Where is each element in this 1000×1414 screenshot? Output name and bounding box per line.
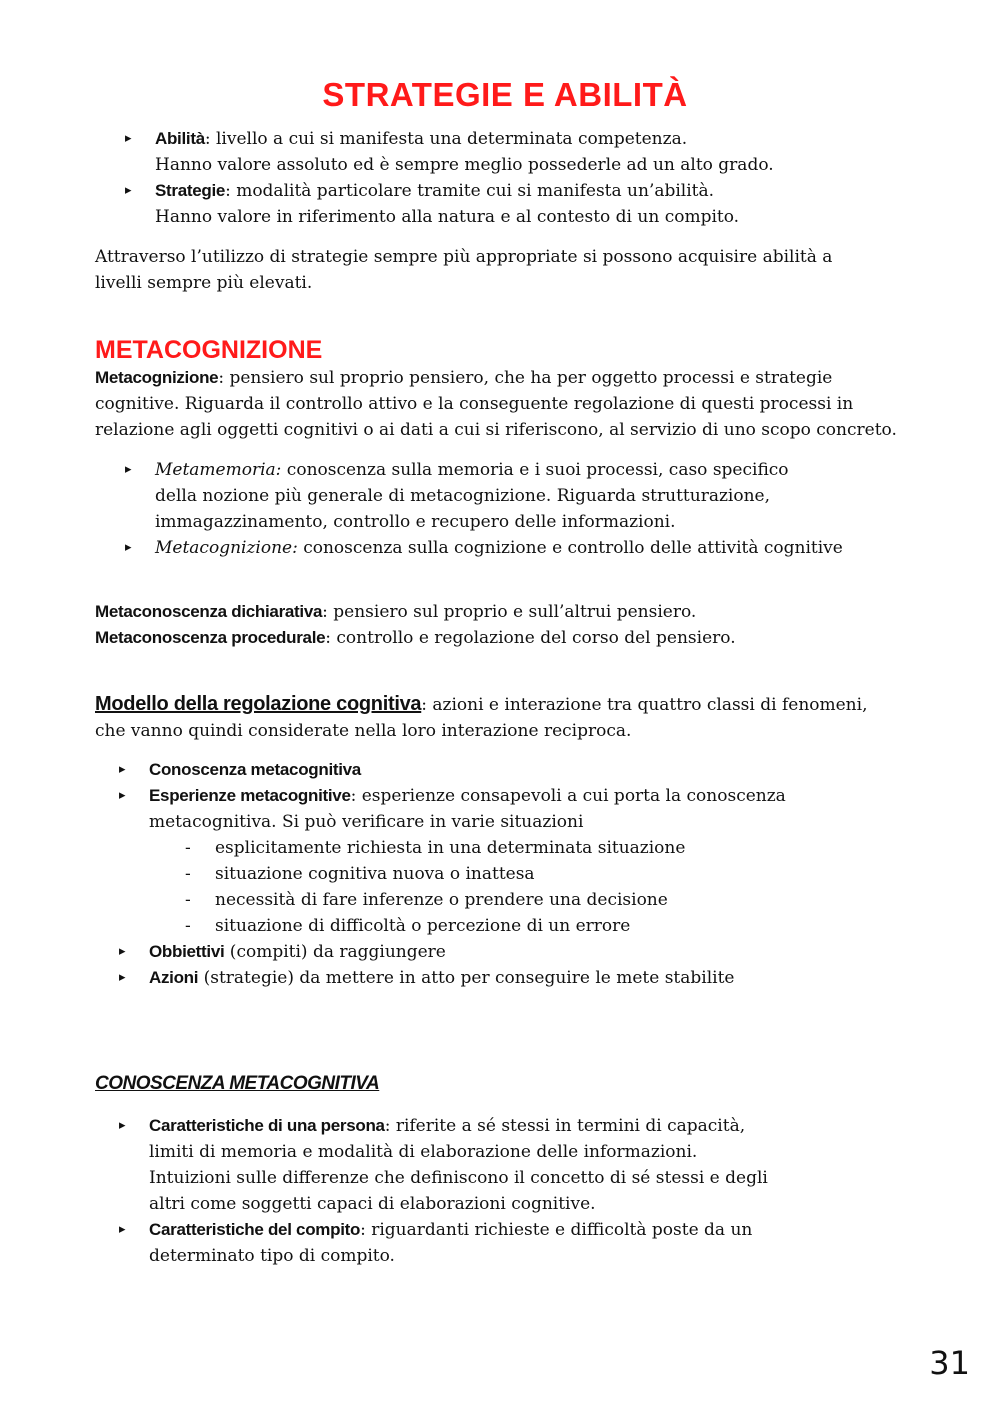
- list-item-text: : livello a cui si manifesta una determinata competenza.: [204, 129, 688, 149]
- situazioni-sublist: [95, 835, 915, 939]
- list-item-text: : esperienze consapevoli a cui porta la conoscenza: [350, 786, 786, 806]
- paragraph-line: cognitive. Riguarda il controllo attivo e la conseguente regolazione di questi processi in: [95, 394, 854, 414]
- term-metacognizione-italic: Metacognizione:: [155, 538, 298, 558]
- list-item-text: Hanno valore assoluto ed è sempre meglio possederle ad un alto grado.: [155, 155, 774, 175]
- paragraph-line: livelli sempre più elevati.: [95, 273, 313, 293]
- modello-list: [95, 757, 915, 835]
- page-number: 31: [929, 1344, 970, 1382]
- section-heading-conoscenza: CONOSCENZA METACOGNITIVA: [95, 1073, 380, 1094]
- list-item-text: : modalità particolare tramite cui si manifesta un’abilità.: [225, 181, 715, 201]
- modello-list-continued: [95, 939, 915, 991]
- list-item: [95, 126, 915, 178]
- paragraph-line: relazione agli oggetti cognitivi o ai dati a cui si riferiscono, al servizio di uno scopo concreto.: [95, 420, 897, 440]
- term-metaconoscenza-dichiarativa: Metaconoscenza dichiarativa: [95, 602, 323, 621]
- metacognizione-definition: [95, 365, 915, 443]
- document-page: [95, 70, 915, 1269]
- page-title: STRATEGIE E ABILITÀ: [322, 76, 688, 113]
- list-item-text: Hanno valore in riferimento alla natura e al contesto di un compito.: [155, 207, 740, 227]
- metaconoscenza-block: [95, 599, 915, 651]
- list-item: [95, 535, 915, 561]
- list-item-text: conoscenza sulla memoria e i suoi processi, caso specifico: [281, 460, 789, 480]
- term-esperienze-metacognitive: Esperienze metacognitive: [149, 786, 351, 805]
- term-azioni: Azioni: [149, 968, 199, 987]
- paragraph-line: : pensiero sul proprio pensiero, che ha per oggetto processi e strategie: [218, 368, 833, 388]
- term-metamemoria: Metamemoria:: [155, 460, 282, 480]
- list-item: [95, 757, 915, 783]
- sub-list-item: - situazione cognitiva nuova o inattesa: [95, 861, 915, 887]
- term-metacognizione: Metacognizione: [95, 368, 219, 387]
- intro-paragraph: [95, 244, 915, 296]
- list-item-text: della nozione più generale di metacognizione. Riguarda strutturazione,: [155, 486, 771, 506]
- sub-list-item: - necessità di fare inferenze o prendere una decisione: [95, 887, 915, 913]
- term-abilita: Abilità: [155, 129, 205, 148]
- list-item-text: metacognitiva. Si può verificare in varie situazioni: [149, 812, 584, 832]
- list-item: [95, 783, 915, 835]
- conoscenza-list: [95, 1113, 915, 1269]
- metacognizione-list: [95, 457, 915, 561]
- section-heading-metacognizione: METACOGNIZIONE: [95, 336, 323, 364]
- modello-paragraph: [95, 691, 915, 744]
- list-item-text: determinato tipo di compito.: [149, 1246, 395, 1266]
- list-item: [95, 965, 915, 991]
- term-caratteristiche-compito: Caratteristiche del compito: [149, 1220, 361, 1239]
- term-obbiettivi: Obbiettivi: [149, 942, 225, 961]
- paragraph-line: Attraverso l’utilizzo di strategie sempre più appropriate si possono acquisire abilità a: [95, 247, 833, 267]
- sub-list-item: - esplicitamente richiesta in una determinata situazione: [95, 835, 915, 861]
- sub-list-item: - situazione di difficoltà o percezione di un errore: [95, 913, 915, 939]
- list-item-text: : riferite a sé stessi in termini di capacità,: [384, 1116, 746, 1136]
- term-strategie: Strategie: [155, 181, 226, 200]
- list-item: [95, 178, 915, 230]
- list-item: [95, 1113, 915, 1217]
- list-item: [95, 939, 915, 965]
- term-conoscenza-metacognitiva: Conoscenza metacognitiva: [149, 760, 361, 779]
- list-item-text: conoscenza sulla cognizione e controllo delle attività cognitive: [297, 538, 843, 558]
- paragraph-line: : controllo e regolazione del corso del pensiero.: [325, 628, 736, 648]
- list-item-text: : riguardanti richieste e difficoltà poste da un: [360, 1220, 753, 1240]
- term-modello-regolazione: Modello della regolazione cognitiva: [95, 693, 422, 715]
- paragraph-line: che vanno quindi considerate nella loro interazione reciproca.: [95, 721, 632, 741]
- term-metaconoscenza-procedurale: Metaconoscenza procedurale: [95, 628, 326, 647]
- list-item: [95, 1217, 915, 1269]
- list-item-text: altri come soggetti capaci di elaborazioni cognitive.: [149, 1194, 596, 1214]
- paragraph-line: : azioni e interazione tra quattro classi di fenomeni,: [421, 695, 868, 715]
- list-item-text: Intuizioni sulle differenze che definiscono il concetto di sé stessi e degli: [149, 1168, 768, 1188]
- term-caratteristiche-persona: Caratteristiche di una persona: [149, 1116, 385, 1135]
- list-item-text: (strategie) da mettere in atto per conseguire le mete stabilite: [198, 968, 735, 988]
- intro-list: [95, 126, 915, 230]
- list-item-text: (compiti) da raggiungere: [224, 942, 446, 962]
- list-item-text: immagazzinamento, controllo e recupero delle informazioni.: [155, 512, 676, 532]
- paragraph-line: : pensiero sul proprio e sull’altrui pensiero.: [322, 602, 697, 622]
- list-item: [95, 457, 915, 535]
- list-item-text: limiti di memoria e modalità di elaborazione delle informazioni.: [149, 1142, 698, 1162]
